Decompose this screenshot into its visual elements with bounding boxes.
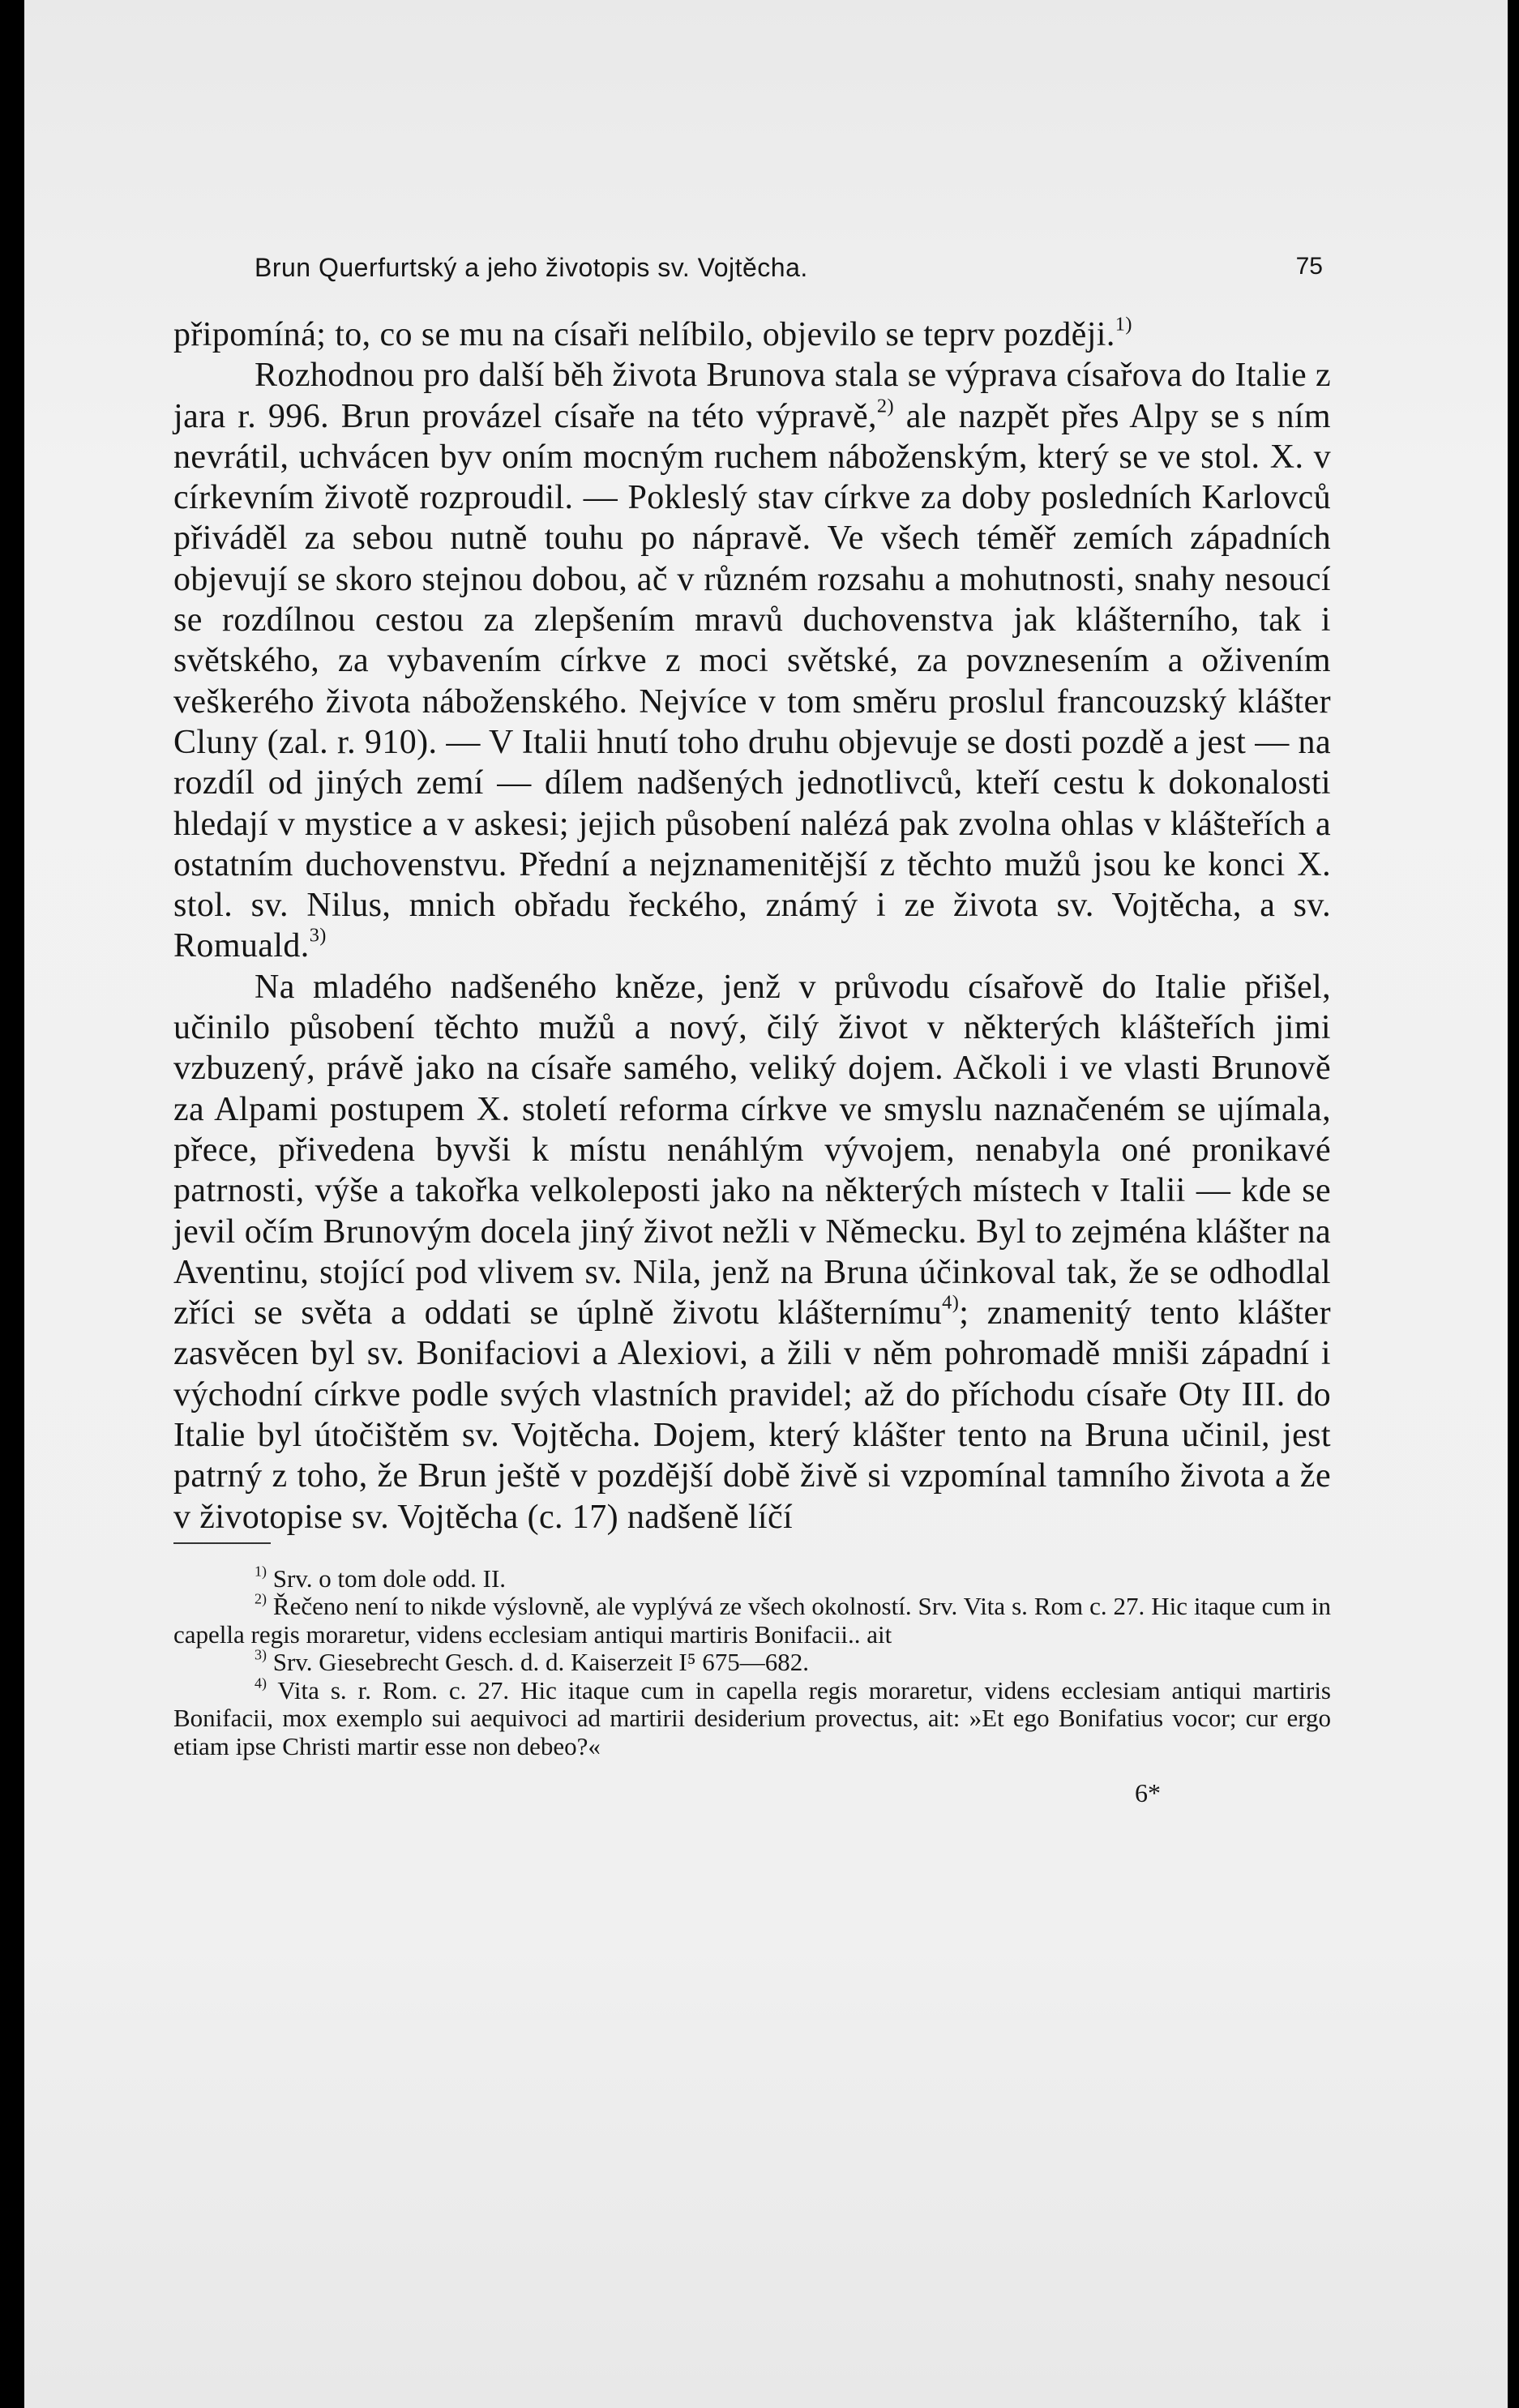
paragraph	[173, 355, 1331, 966]
body-text	[173, 314, 1331, 1538]
paragraph	[173, 967, 1331, 1538]
page-header	[173, 242, 1331, 290]
text-run: ; znamenitý tento klášter zasvěcen byl sv. Bonifaciovi a Alexiovi, a žili v něm pohromadě mniši západní i východní církve podle svých vlastních pravidel; až do příchodu císaře Oty III. do Italie byl útočištěm sv. Vojtěcha. Dojem, který klášter tento na Bruna učinil, jest patrný z toho, že Brun ještě v pozdější době živě si vzpomínal tamního života a že v životopise sv. Vojtěcha (c. 17) nadšeně líčí	[173, 1294, 1331, 1536]
footnote-divider	[173, 1542, 271, 1544]
footnote-text: Srv. Giesebrecht Gesch. d. d. Kaiserzeit I⁵ 675—682.	[272, 1648, 810, 1677]
scanned-page	[24, 0, 1508, 2408]
footnote-ref: 1)	[1115, 313, 1132, 336]
page-number: 75	[1295, 253, 1323, 280]
footnote	[173, 1590, 1332, 1649]
footnote-number: 1)	[255, 1563, 267, 1580]
footnote-ref: 4)	[942, 1291, 960, 1314]
text-run: ale nazpět přes Alpy se s ním nevrátil, uchvácen byv oním mocným ruchem náboženským, který se ve stol. X. v církevním životě rozproudil. — Pokleslý stav církve za doby posledních Karlovců přiváděl za sebou nutně touhu po nápravě. Ve všech téměř zemích západních objevují se skoro stejnou dobou, ač v různém rozsahu a mohutnosti, snahy nesoucí se rozdílnou cestou za zlepšením mravů duchovenstva jak klášterního, tak i světského, za vybavením církve z moci světské, za povznesením a oživením veškerého života náboženského. Nejvíce v tom směru proslul francouzský klášter Cluny (zal. r. 910). — V Italii hnutí toho druhu objevuje se dosti pozdě a jest — na rozdíl od jiných zemí — dílem nadšených jednotlivců, kteří cestu k dokonalosti hledají v mystice a v askesi; jejich působení nalézá pak zvolna ohlas v klášteřích a ostatním duchovenstvu. Přední a nejznamenitější z těchto mužů jsou ke konci X. stol. sv. Nilus, mnich obřadu řeckého, známý i ze života sv. Vojtěcha, a sv. Romuald.	[173, 397, 1331, 965]
footnote-text: Srv. o tom dole odd. II.	[272, 1563, 507, 1593]
running-title: Brun Querfurtský a jeho životopis sv. Vojtěcha.	[255, 253, 808, 282]
footnote-number: 2)	[255, 1590, 267, 1607]
footnote	[173, 1674, 1331, 1761]
footnote-text: Vita s. r. Rom. c. 27. Hic itaque cum in capella regis moraretur, videns ecclesiam antiqui martiris Bonifacii, mox exemplo sui aequivoci ad martirii desiderium provectus, ait: »Et ego Bonifatius vocor; cur ergo etiam ipse Christi martir esse non debeo?«	[173, 1675, 1331, 1760]
footnote-ref: 3)	[309, 925, 327, 947]
footnote	[173, 1565, 1331, 1593]
text-run: připomíná; to, co se mu na císaři nelíbilo, objevilo se teprv později.	[173, 316, 1115, 353]
paragraph	[173, 314, 1331, 355]
footnotes	[173, 1565, 1331, 1761]
footnote	[173, 1646, 1331, 1677]
footnote-text: Řečeno není to nikde výslovně, ale vyplývá ze všech okolností. Srv. Vita s. Rom c. 27. Hic itaque cum in capella regis moraretur, videns ecclesiam antiqui martiris Bonifacii.. ait	[173, 1592, 1332, 1649]
text-run: Na mladého nadšeného kněze, jenž v průvodu císařově do Italie přišel, učinilo působení těchto mužů a nový, čilý život v některých klášteřích jimi vzbuzený, právě jako na císaře samého, veliký dojem. Ačkoli i ve vlasti Brunově za Alpami postupem X. století reforma církve ve smyslu naznačeném se ujímala, přece, přivedena byvši k místu nenáhlým vývojem, nenabyla oné pronikavé patrnosti, výše a takořka velkoleposti jako na některých místech v Italii — kde se jevil očím Brunovým docela jiný život nežli v Německu. Byl to zejména klášter na Aventinu, stojící pod vlivem sv. Nila, jenž na Bruna účinkoval tak, že se odhodlal zříci se světa a oddati se úplně životu klášternímu	[173, 968, 1331, 1332]
footnote-number: 3)	[255, 1646, 267, 1663]
page-content	[173, 242, 1331, 1808]
footnote-number: 4)	[255, 1674, 267, 1692]
signature-mark: 6*	[1135, 1778, 1161, 1808]
text-run: Rozhodnou pro další běh života Brunova stala se výprava císařova do Italie z jara r. 996. Brun provázel císaře na této výpravě,	[173, 357, 1331, 435]
footnote-ref: 2)	[876, 395, 895, 417]
